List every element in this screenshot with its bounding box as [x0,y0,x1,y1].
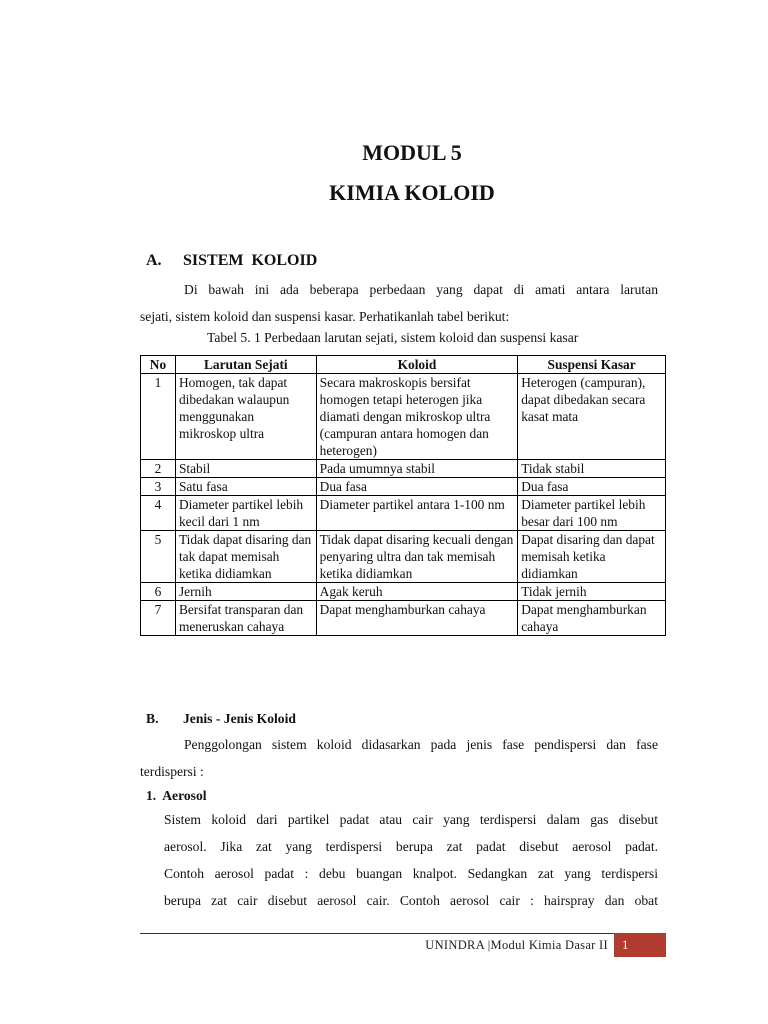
cell-suspensi-kasar: Dapat disaring dan dapat memisah ketika didiamkan [518,531,666,583]
module-subtitle: KIMIA KOLOID [329,180,495,205]
aerosol-line: berupa zat cair disebut aerosol cair. Contoh aerosol cair : hairspray dan obat [164,893,658,908]
table-header-row [141,356,666,374]
cell-koloid: Tidak dapat disaring kecuali dengan penyaring ultra dan tak memisah ketika didiamkan [316,531,518,583]
page-number-badge [614,933,666,957]
cell-koloid: Dua fasa [316,478,518,496]
cell-larutan-sejati: Satu fasa [175,478,316,496]
cell-larutan-sejati: Diameter partikel lebih kecil dari 1 nm [175,496,316,531]
table-row [141,478,666,496]
header-no: No [141,356,176,374]
cell-no: 6 [141,583,176,601]
cell-larutan-sejati: Homogen, tak dapat dibedakan walaupun menggunakan mikroskop ultra [175,374,316,460]
header-larutan-sejati: Larutan Sejati [175,356,316,374]
table-row [141,531,666,583]
header-koloid: Koloid [316,356,518,374]
table-row [141,374,666,460]
section-a-para-line2: sejati, sistem koloid dan suspensi kasar. Perhatikanlah tabel berikut: [140,309,510,324]
section-b-para-line1: Penggolongan sistem koloid didasarkan pada jenis fase pendispersi dan fase [184,737,658,752]
aerosol-heading: 1. Aerosol [146,788,207,803]
cell-suspensi-kasar: Dua fasa [518,478,666,496]
cell-no: 5 [141,531,176,583]
cell-no: 1 [141,374,176,460]
cell-no: 3 [141,478,176,496]
section-a-para-line1: Di bawah ini ada beberapa perbedaan yang dapat di amati antara larutan [184,282,658,297]
aerosol-line: aerosol. Jika zat yang terdispersi berupa zat padat disebut aerosol padat. [164,839,658,854]
table-row [141,460,666,478]
section-a-letter: A. [146,252,162,269]
cell-larutan-sejati: Stabil [175,460,316,478]
cell-larutan-sejati: Bersifat transparan dan meneruskan cahaya [175,601,316,636]
section-b-heading: Jenis - Jenis Koloid [183,711,296,726]
cell-larutan-sejati: Tidak dapat disaring dan tak dapat memisah ketika didiamkan [175,531,316,583]
aerosol-paragraph [164,806,658,914]
cell-no: 4 [141,496,176,531]
footer-rule [140,933,666,934]
header-suspensi-kasar: Suspensi Kasar [518,356,666,374]
comparison-table [140,355,666,636]
section-b-paragraph [140,731,658,785]
cell-koloid: Dapat menghamburkan cahaya [316,601,518,636]
aerosol-line: Contoh aerosol padat : debu buangan knalpot. Sedangkan zat yang terdispersi [164,866,658,881]
cell-suspensi-kasar: Tidak jernih [518,583,666,601]
table-row [141,601,666,636]
section-b-letter: B. [146,711,159,726]
page-number: 1 [622,937,629,952]
cell-suspensi-kasar: Heterogen (campuran), dapat dibedakan secara kasat mata [518,374,666,460]
cell-suspensi-kasar: Dapat menghamburkan cahaya [518,601,666,636]
cell-koloid: Agak keruh [316,583,518,601]
cell-no: 7 [141,601,176,636]
table-row [141,583,666,601]
cell-suspensi-kasar: Diameter partikel lebih besar dari 100 nm [518,496,666,531]
module-title: MODUL 5 [362,140,462,165]
section-b-para-line2: terdispersi : [140,764,204,779]
cell-larutan-sejati: Jernih [175,583,316,601]
section-a-paragraph [140,276,658,330]
cell-suspensi-kasar: Tidak stabil [518,460,666,478]
cell-koloid: Pada umumnya stabil [316,460,518,478]
table-row [141,496,666,531]
footer-text: UNINDRA |Modul Kimia Dasar II [425,938,608,952]
aerosol-line: Sistem koloid dari partikel padat atau cair yang terdispersi dalam gas disebut [164,812,658,827]
cell-no: 2 [141,460,176,478]
section-a-heading: SISTEM KOLOID [183,252,318,269]
table-caption: Tabel 5. 1 Perbedaan larutan sejati, sistem koloid dan suspensi kasar [207,330,579,345]
cell-koloid: Diameter partikel antara 1-100 nm [316,496,518,531]
cell-koloid: Secara makroskopis bersifat homogen tetapi heterogen jika diamati dengan mikroskop ultra (campuran antara homogen dan heterogen) [316,374,518,460]
